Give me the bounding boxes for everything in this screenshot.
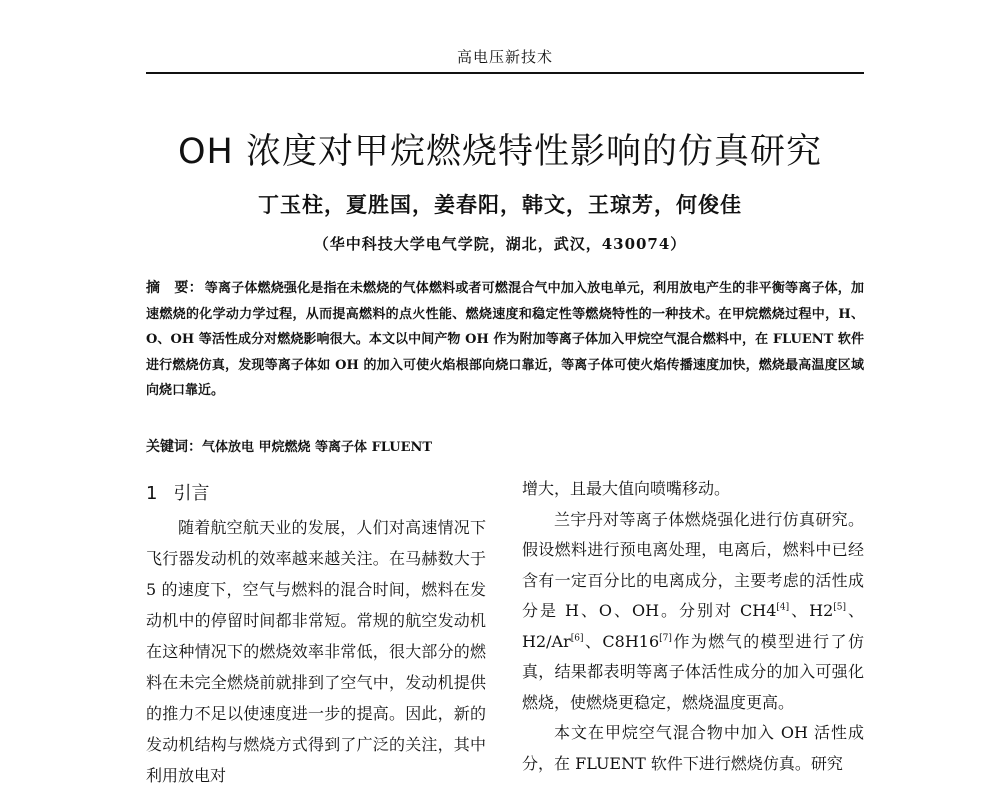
para2-text-2: 、H2: [789, 601, 834, 620]
intro-continuation: 增大，且最大值向喷嘴移动。: [522, 479, 731, 498]
citation-ref[interactable]: [5]: [833, 602, 846, 613]
abstract-label: 摘 要：: [146, 280, 203, 296]
paper-title: OH 浓度对甲烷燃烧特性影响的仿真研究: [178, 132, 822, 172]
keywords-label: 关键词：: [146, 439, 202, 455]
intro-paragraph-3: 本文在甲烷空气混合物中加入 OH 活性成分，在 FLUENT 软件下进行燃烧仿真。研究: [522, 723, 864, 773]
section-title: 引言: [173, 483, 210, 504]
citation-ref[interactable]: [4]: [776, 602, 790, 613]
affiliation: （华中科技大学电气学院，湖北，武汉，430074）: [313, 235, 687, 253]
citation-ref[interactable]: [6]: [570, 633, 584, 644]
para2-text-1: 兰宇丹对等离子体燃烧强化进行仿真研究。假设燃料进行预电离处理，电离后，燃料中已经含有一定百分比的电离成分，主要考虑的活性成分是 H、O、OH。分别对 CH4: [522, 509, 864, 620]
citation-ref[interactable]: [7]: [659, 633, 672, 644]
intro-paragraph-2: [522, 505, 864, 719]
para2-text-4: 、C8H16: [583, 631, 660, 651]
author-list: 丁玉柱，夏胜国，姜春阳，韩文，王琼芳，何俊佳: [258, 192, 742, 217]
section-heading: [146, 479, 209, 505]
para2-text-5: 作为燃气的模型进行了仿真，结果都表明等离子体活性成分的加入可强化燃烧，使燃烧更稳定，燃烧温度更高。: [522, 631, 864, 712]
para2-text-3: 、H2/Ar: [522, 601, 864, 651]
header-rule: [146, 72, 864, 74]
right-column: [522, 474, 864, 779]
abstract-text: 等离子体燃烧强化是指在未燃烧的气体燃料或者可燃混合气中加入放电单元，利用放电产生的非平衡等离子体，加速燃烧的化学动力学过程，从而提高燃料的点火性能、燃烧速度和稳定性等燃烧特性的一种技术。在甲烷燃烧过程中，H、O、OH 等活性成分对燃烧影响很大。本文以中间产物 OH 作为附加等离子体加入甲烷空气混合燃料中，在 FLUENT 软件进行燃烧仿真，发现等离子体如 OH 的加入可使火焰根部向烧口靠近，等离子体可使火焰传播速度加快，燃烧最高温度区域向烧口靠近。: [146, 281, 864, 398]
running-header: 高电压新技术: [456, 48, 553, 66]
abstract: [146, 276, 864, 404]
section-number: 1: [146, 483, 158, 504]
left-column: [146, 512, 486, 791]
intro-paragraph-1: 随着航空航天业的发展，人们对高速情况下飞行器发动机的效率越来越关注。在马赫数大于 5 的速度下，空气与燃料的混合时间，燃料在发动机中的停留时间都非常短。常规的航空发动机在这种情况下的燃烧效率非常低，很大部分的燃料在未完全燃烧前就排到了空气中，发动机提供的推力不足以使速度进一步的提高。因此，新的发动机结构与燃烧方式得到了广泛的关注，其中利用放电对: [146, 518, 486, 785]
keywords: [146, 436, 864, 456]
keywords-text: 气体放电 甲烷燃烧 等离子体 FLUENT: [202, 440, 433, 455]
